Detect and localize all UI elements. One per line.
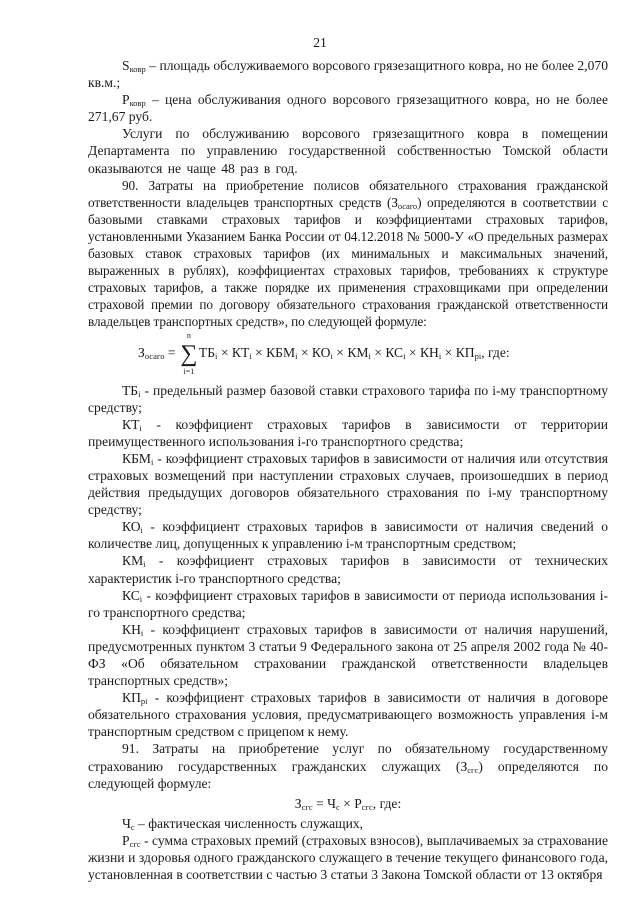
formula-term-sub: с (335, 801, 340, 812)
formula-lhs: З (138, 344, 145, 360)
definition-symbol: Ч (122, 815, 131, 831)
formula-lhs-sub: сгс (301, 801, 313, 812)
formula-term: Ч (327, 795, 336, 811)
definition-symbol-sub: сгс (129, 838, 141, 849)
paragraph-text: ) определяются по следующей формуле: (88, 758, 608, 791)
definition-symbol-sub: i (139, 422, 142, 433)
document-body (88, 57, 608, 883)
formula-term: КТ (231, 344, 250, 360)
definition-text: - коэффициент страховых тарифов в зависимости от наличия нарушений, предусмотренных пунктом 3 статьи 9 Федерального закона от 25 апреля 2002 года № 40-ФЗ «Об обязательном страховании гражданской ответственности владельцев транспортных средств»; (88, 621, 608, 689)
paragraph-text: ) определяются в соответствии с базовыми ставками страховых тарифов и коэффициентами страховых тарифов, установленными Указанием Банка России от 04.12.2018 № 5000-У «О предельных размерах базовых ставок страховых тарифов (их минимальных и максимальных значений, выраженных в рублях), коэффициентах страховых тарифов, требованиях к структуре страховых тарифов, а также порядке их применения страховщиками при определении страховой премии по договору обязательного страхования гражданской ответственности владельцев транспортных средств», по следующей формуле: (88, 194, 608, 330)
definition-text: – фактическая численность служащих, (134, 815, 364, 831)
formula-eq: = (164, 344, 179, 360)
formula-term-sub: i (330, 350, 333, 361)
formula-times: × (370, 344, 386, 360)
formula-term: КН (419, 344, 439, 360)
formula-term: КС (385, 344, 404, 360)
formula-lhs-sub: осаго (144, 350, 165, 361)
paragraph-text: – цена обслуживания одного ворсового грязезащитного ковра, но не более 271,67 руб. (88, 92, 608, 125)
definition-symbol: КБМ (122, 450, 151, 466)
subscript: ковр (129, 98, 146, 109)
definition-text: - коэффициент страховых тарифов в зависимости от периода использования i-го транспортного средства; (88, 587, 608, 620)
definition-item (88, 416, 608, 450)
definition-text: - сумма страховых премий (страховых взносов), выплачиваемых за страхование жизни и здоровья одного гражданского служащего в течение текущего финансового года, установленная в соответствии с частью 3 статьи 3 Закона Томской области от 13 октября (88, 832, 608, 883)
formula-term: КМ (347, 344, 369, 360)
formula-times: × (217, 344, 232, 360)
definition-text: - коэффициент страховых тарифов в зависимости от наличия или отсутствия страховых возмещений при наступлении страховых случаев, произошедших в период действия предыдущих договоров обязательного страхования по i-му транспортному средству; (88, 450, 608, 518)
definition-symbol: КС (122, 587, 140, 603)
formula-osago-expression (138, 330, 510, 376)
subscript: ковр (129, 64, 146, 74)
formula-eq: = (312, 795, 328, 811)
paragraph-services: Услуги по обслуживанию ворсового грязезащитного ковра в помещении Департамента по управлению государственной собственностью Томской области оказываются не чаще 48 раз в год. (88, 126, 608, 176)
definition-symbol: КО (122, 519, 141, 535)
definition-symbol-sub: рi (140, 696, 148, 707)
definition-symbol: ТБ (122, 382, 139, 398)
definition-symbol-sub: i (150, 456, 154, 467)
definition-symbol: Р (122, 832, 130, 848)
definition-symbol: КМ (122, 553, 144, 569)
formula-term-sub: i (438, 350, 442, 361)
formula-osago (88, 330, 608, 382)
definition-symbol: КН (122, 621, 141, 637)
formula-term: КБМ (266, 344, 296, 360)
formula-times: × (441, 344, 456, 360)
formula-terms (199, 345, 510, 360)
definition-symbol-sub: i (143, 559, 146, 570)
definition-symbol-sub: i (140, 525, 143, 536)
definition-item (88, 815, 608, 832)
definition-text: - коэффициент страховых тарифов в зависимости от наличия сведений о количестве лиц, допущенных к управлению i-м транспортным средством; (88, 519, 608, 552)
formula-times: × (339, 795, 355, 811)
definition-item (88, 689, 608, 740)
paragraph-text: 91. Затраты на приобретение услуг по обязательному государственному страхованию государственных гражданских служащих (З (88, 741, 608, 774)
formula-suffix: , где: (372, 795, 402, 811)
formula-times: × (332, 344, 348, 360)
formula-term: Р (354, 795, 362, 811)
formula-times: × (405, 344, 420, 360)
definition-item (88, 587, 608, 621)
paragraph-text: – площадь обслуживаемого ворсового грязезащитного ковра, но не более 2,070 кв.м.; (88, 58, 608, 91)
definition-symbol-sub: i (140, 627, 144, 638)
definition-symbol-sub: с (130, 821, 135, 832)
paragraph-91 (88, 740, 608, 791)
definition-text: - коэффициент страховых тарифов в зависимости от территории преимущественного использования i-го транспортного средства; (88, 416, 608, 449)
formula-times: × (251, 344, 267, 360)
definition-item (88, 450, 608, 518)
formula-term-sub: i (295, 350, 298, 361)
definition-symbol-sub: i (138, 388, 141, 399)
definition-text: - коэффициент страховых тарифов в зависимости от технических характеристик i-го транспортного средства; (88, 553, 608, 586)
sigma-icon: ∑ (180, 340, 198, 367)
paragraph-s-kovr (88, 57, 608, 91)
formula-term: КП (455, 344, 475, 360)
formula-lhs: З (294, 795, 302, 811)
definition-symbol: КП (122, 690, 141, 706)
symbol: S (122, 58, 130, 73)
formula-term-sub: i (249, 350, 252, 361)
formula-times: × (297, 344, 312, 360)
symbol: P (122, 92, 130, 108)
definitions-list (88, 382, 608, 741)
formula-suffix: , где: (481, 344, 510, 360)
definition-text: - коэффициент страховых тарифов в зависимости от наличия в договоре обязательного страхования условия, предусматривающего возможность управления i-м транспортным средством с прицепом к нему. (88, 690, 608, 740)
definition-symbol: КТ (122, 416, 140, 432)
formula-term-sub: i (215, 350, 218, 361)
subscript: осаго (397, 200, 418, 211)
definition-text: - предельный размер базовой ставки страхового тарифа по i-му транспортному средству; (88, 382, 608, 415)
definition-item (88, 552, 608, 586)
definition-item (88, 518, 608, 552)
definition-item (88, 832, 608, 883)
formula-term: КО (311, 344, 331, 360)
definition-symbol-sub: i (139, 593, 143, 604)
subscript: сгс (467, 764, 479, 775)
paragraph-p-kovr (88, 91, 608, 125)
sum-sign (179, 330, 199, 376)
page-number: 21 (313, 35, 327, 50)
definition-item (88, 382, 608, 416)
paragraph-text: 90. Затраты на приобретение полисов обязательного страхования гражданской ответственности владельцев транспортных средств (З (88, 177, 608, 210)
formula-term-sub: рi (474, 350, 482, 361)
formula-term-sub: i (368, 350, 371, 361)
definitions-list-2 (88, 815, 608, 883)
formula-term-sub: сгс (361, 801, 373, 812)
formula-sgs (88, 795, 608, 812)
formula-term-sub: i (403, 350, 406, 361)
paragraph-90 (88, 177, 608, 331)
definition-item (88, 621, 608, 689)
sum-lower-limit: i=1 (183, 366, 195, 376)
sum-upper-limit: n (186, 330, 191, 340)
formula-term: ТБ (198, 344, 216, 360)
